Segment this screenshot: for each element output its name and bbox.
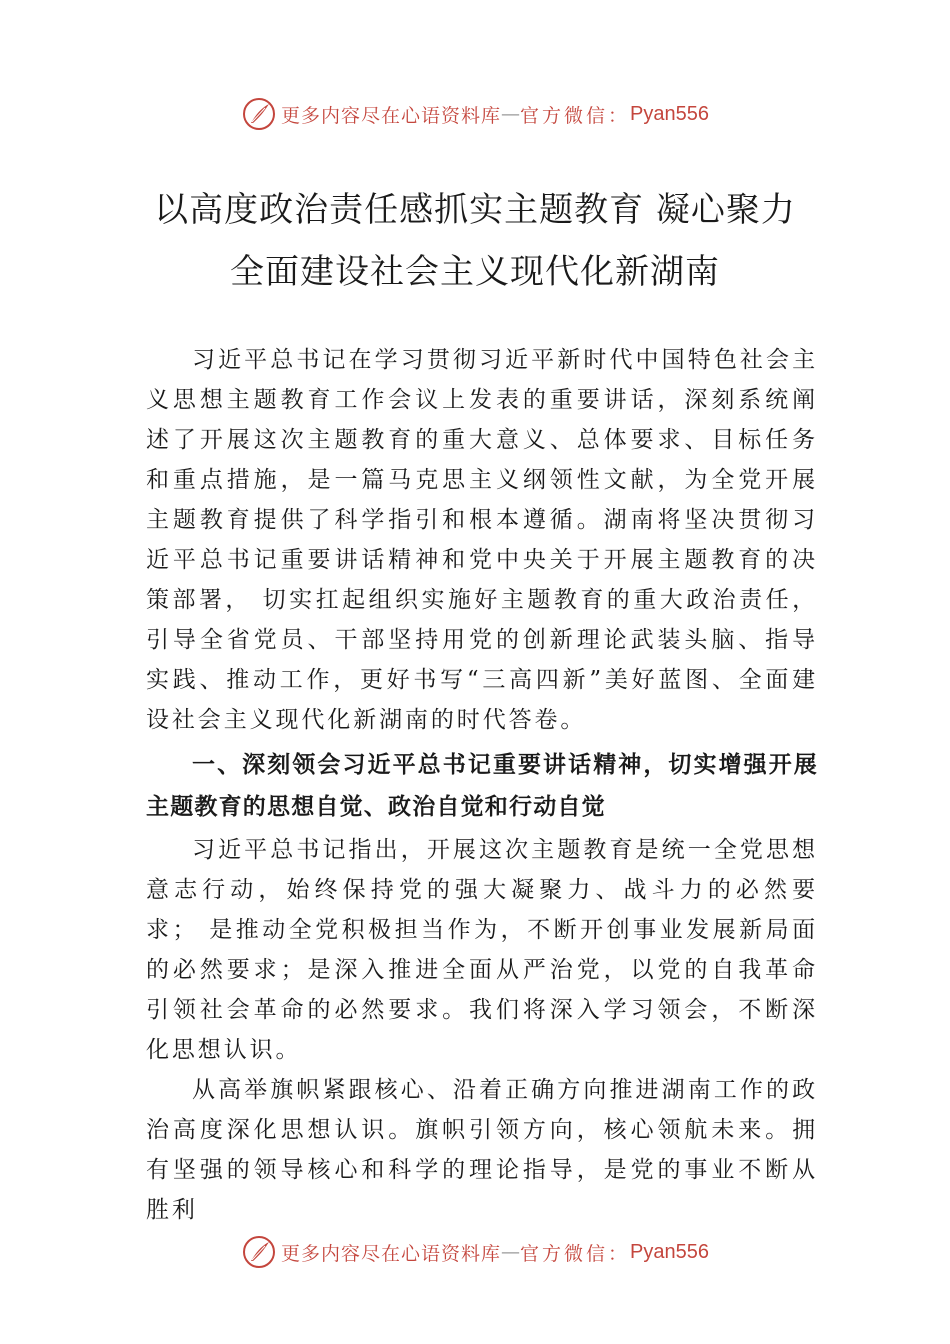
banner-wechat-label: 官方微信： [520, 104, 631, 127]
feather-pen-icon [241, 96, 277, 132]
banner-separator: — [501, 1241, 521, 1263]
banner-text: 更多内容尽在心语资料库 [281, 104, 502, 127]
document-body [146, 340, 818, 1230]
banner-wechat-id: Pyan556 [630, 102, 709, 125]
banner-text: 更多内容尽在心语资料库 [281, 1242, 502, 1265]
header-banner [0, 92, 950, 136]
document-title-line-2: 全面建设社会主义现代化新湖南 [230, 252, 720, 292]
body-paragraph-2: 习近平总书记指出，开展这次主题教育是统一全党思想意志行动，始终保持党的强大凝聚力、战斗力的必然要求； 是推动全党积极担当作为，不断开创事业发展新局面的必然要求；是深入推进全面从严治党，以党的自我革命引领社会革命的必然要求。我们将深入学习领会，不断深化思想认识。 [146, 837, 818, 1063]
banner-separator: — [501, 103, 521, 125]
banner-wechat-label: 官方微信： [520, 1242, 631, 1265]
body-paragraph-3: 从高举旗帜紧跟核心、沿着正确方向推进湖南工作的政治高度深化思想认识。旗帜引领方向，核心领航未来。拥有坚强的领导核心和科学的理论指导，是党的事业不断从胜利 [146, 1077, 818, 1223]
body-paragraph-1: 习近平总书记在学习贯彻习近平新时代中国特色社会主义思想主题教育工作会议上发表的重要讲话，深刻系统阐述了开展这次主题教育的重大意义、总体要求、目标任务和重点措施，是一篇马克思主义纲领性文献，为全党开展主题教育提供了科学指引和根本遵循。湖南将坚决贯彻习近平总书记重要讲话精神和党中央关于开展主题教育的决策部署， 切实扛起组织实施好主题教育的重大政治责任，引导全省党员、干部坚持用党的创新理论武装头脑、指导实践、推动工作，更好书写“三高四新”美好蓝图、全面建设社会主义现代化新湖南的时代答卷。 [146, 347, 818, 733]
section-heading-1: 一、深刻领会习近平总书记重要讲话精神，切实增强开展主题教育的思想自觉、政治自觉和行动自觉 [146, 752, 818, 820]
footer-banner [0, 1230, 950, 1274]
document-title-line-1: 以高度政治责任感抓实主题教育 凝心聚力 [154, 190, 796, 230]
banner-wechat-id: Pyan556 [630, 1240, 709, 1263]
feather-pen-icon [241, 1234, 277, 1270]
